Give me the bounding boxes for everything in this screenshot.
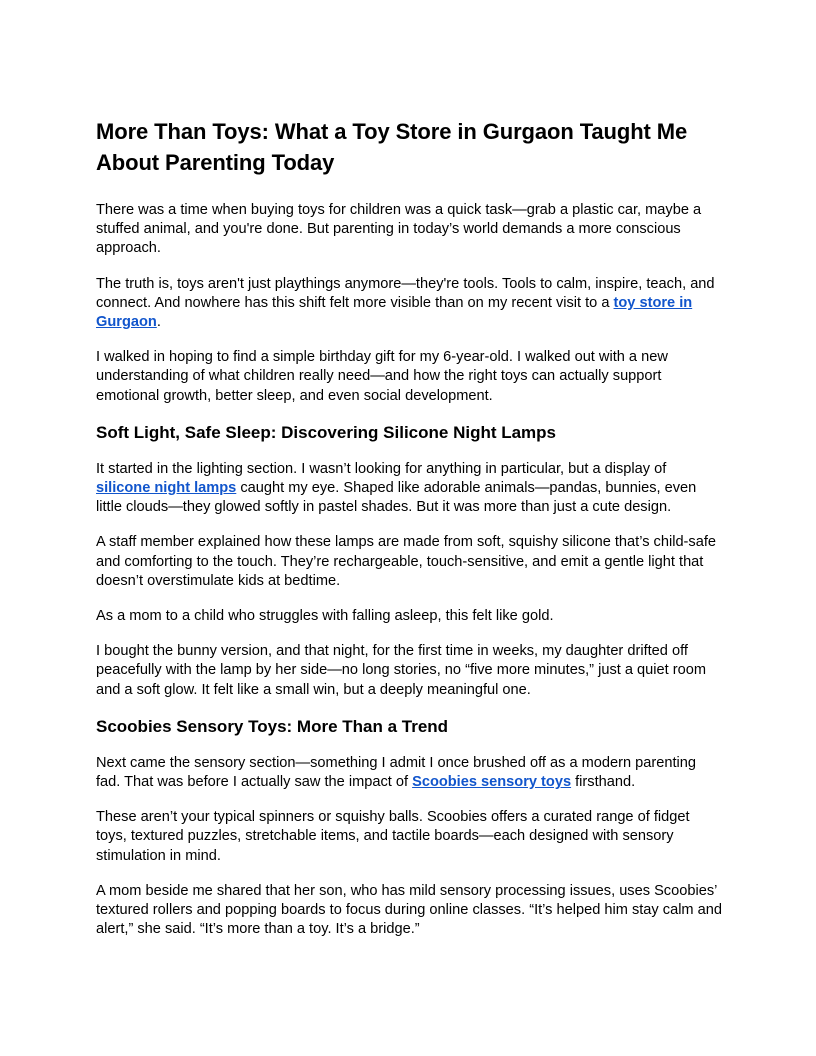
intro-paragraph-2-end: .	[156, 314, 161, 331]
night-lamps-paragraph-1-text: It started in the lighting section. I wasn’t looking for anything in particular, but a display of	[96, 460, 667, 477]
document-page	[96, 116, 724, 955]
sensory-toys-paragraph-1-end: firsthand.	[571, 774, 636, 791]
section-heading-night-lamps: Soft Light, Safe Sleep: Discovering Silicone Night Lamps	[96, 422, 557, 442]
sensory-toys-paragraph-1-text: Next came the sensory section—something I admit I once brushed off as a modern parenting fad. That was before I actually saw the impact of	[96, 754, 697, 791]
toy-store-in-gurgaon-link[interactable]: toy store in Gurgaon	[96, 294, 693, 331]
silicone-night-lamps-link[interactable]: silicone night lamps	[96, 480, 237, 497]
sensory-toys-paragraph-3: A mom beside me shared that her son, who has mild sensory processing issues, uses Scoobies’ textured rollers and popping boards to focus during online classes. “It’s helped him stay calm and alert,” she said. “It’s more than a toy. It’s a bridge.”	[96, 882, 722, 938]
night-lamps-paragraph-1	[96, 460, 724, 518]
section-heading-sensory-toys: Scoobies Sensory Toys: More Than a Trend	[96, 716, 449, 736]
scoobies-sensory-toys-link[interactable]: Scoobies sensory toys	[412, 774, 572, 791]
intro-paragraph-2-text: The truth is, toys aren't just playthings anymore—they're tools. Tools to calm, inspire, teach, and connect. And nowhere has this shift felt more visible than on my recent visit to a	[96, 275, 715, 311]
night-lamps-paragraph-4: I bought the bunny version, and that night, for the first time in weeks, my daughter drifted off peacefully with the lamp by her side—no long stories, no “five more minutes,” just a quiet room and a soft glow. It felt like a small win, but a deeply meaningful one.	[96, 643, 706, 698]
night-lamps-paragraph-1-end: caught my eye. Shaped like adorable animals—pandas, bunnies, even little clouds—they glowed softly in pastel shades. But it was more than just a cute design.	[96, 480, 697, 516]
intro-paragraph-3: I walked in hoping to find a simple birthday gift for my 6-year-old. I walked out with a new understanding of what children really need—and how the right toys can actually support emotional growth, better sleep, and even social development.	[96, 349, 668, 404]
intro-paragraph-1: There was a time when buying toys for children was a quick task—grab a plastic car, maybe a stuffed animal, and you're done. But parenting in today’s world demands a more conscious approach.	[96, 202, 702, 257]
intro-paragraph-2	[96, 275, 724, 333]
sensory-toys-paragraph-2: These aren’t your typical spinners or squishy balls. Scoobies offers a curated range of fidget toys, textured puzzles, stretchable items, and tactile boards—each designed with sensory stimulation in mind.	[96, 809, 690, 864]
page-title: More Than Toys: What a Toy Store in Gurgaon Taught Me About Parenting Today	[96, 119, 688, 175]
night-lamps-paragraph-2: A staff member explained how these lamps are made from soft, squishy silicone that’s child-safe and comforting to the touch. They’re rechargeable, touch-sensitive, and emit a gentle light that doesn’t overstimulate kids at bedtime.	[96, 534, 716, 589]
sensory-toys-paragraph-1	[96, 754, 724, 792]
night-lamps-paragraph-3: As a mom to a child who struggles with falling asleep, this felt like gold.	[96, 608, 554, 625]
